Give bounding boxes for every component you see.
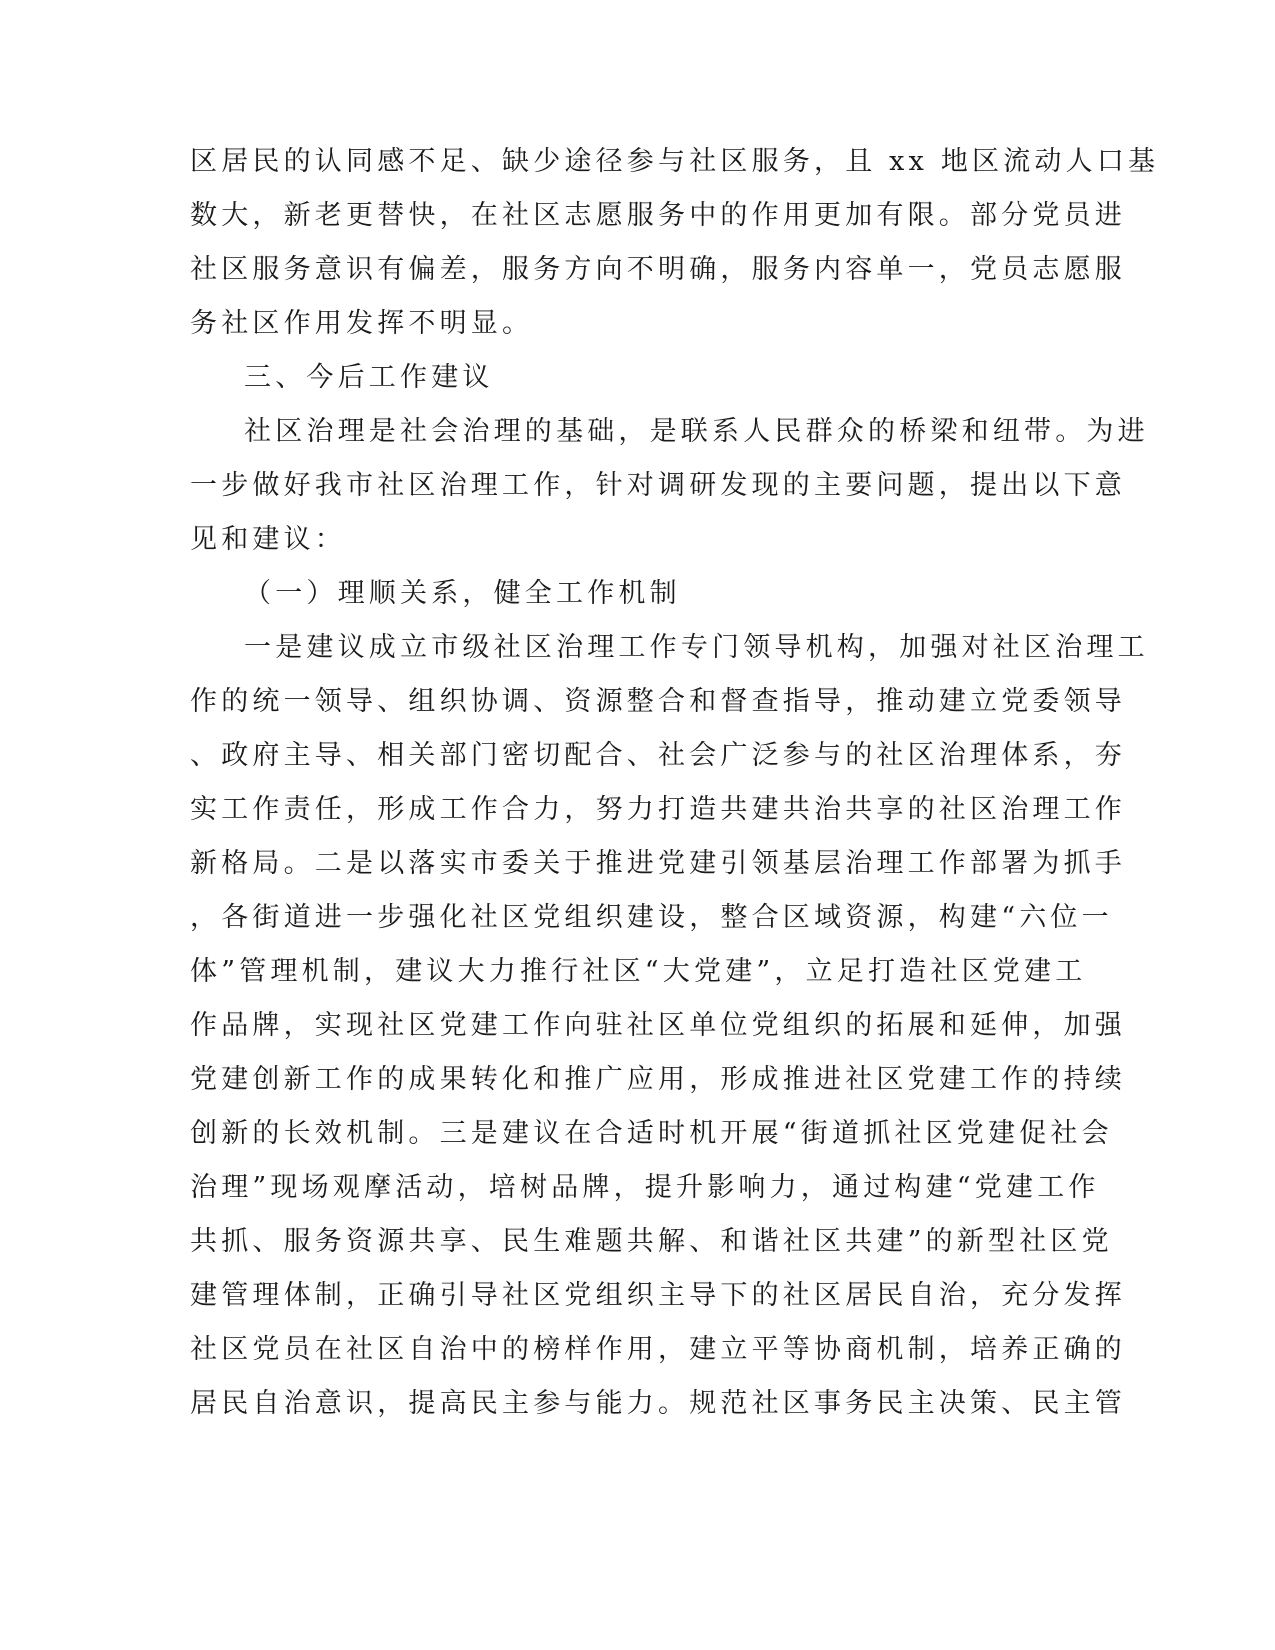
- body-text-line: 一步做好我市社区治理工作，针对调研发现的主要问题，提出以下意: [190, 470, 1126, 501]
- body-text-line: 作品牌，实现社区党建工作向驻社区单位党组织的拓展和延伸，加强: [190, 1010, 1126, 1041]
- body-text-line: 共抓、服务资源共享、民生难题共解、和谐社区共建”的新型社区党: [190, 1226, 1113, 1257]
- body-text-line: 建管理体制，正确引导社区党组织主导下的社区居民自治，充分发挥: [190, 1280, 1126, 1311]
- body-text-line: 体”管理机制，建议大力推行社区“大党建”，立足打造社区党建工: [190, 956, 1087, 987]
- body-text-line: 社区服务意识有偏差，服务方向不明确，服务内容单一，党员志愿服: [190, 254, 1126, 285]
- body-text-line: 社区治理是社会治理的基础，是联系人民群众的桥梁和纽带。为进: [244, 416, 1149, 447]
- body-text-line: 创新的长效机制。三是建议在合适时机开展“街道抓社区党建促社会: [190, 1118, 1113, 1149]
- body-text-line: 实工作责任，形成工作合力，努力打造共建共治共享的社区治理工作: [190, 794, 1126, 825]
- section-heading: 三、今后工作建议: [244, 362, 494, 393]
- body-text-line: ，各街道进一步强化社区党组织建设，整合区域资源，构建“六位一: [190, 902, 1113, 933]
- body-text-line: 数大，新老更替快，在社区志愿服务中的作用更加有限。部分党员进: [190, 200, 1126, 231]
- body-text-line: 务社区作用发挥不明显。: [190, 308, 534, 339]
- body-text-line: 治理”现场观摩活动，培树品牌，提升影响力，通过构建“党建工作: [190, 1172, 1100, 1203]
- body-text-line: 居民自治意识，提高民主参与能力。规范社区事务民主决策、民主管: [190, 1388, 1126, 1419]
- body-text-line: 社区党员在社区自治中的榜样作用，建立平等协商机制，培养正确的: [190, 1334, 1126, 1365]
- body-text-line: 见和建议：: [190, 524, 346, 555]
- body-text-line: 一是建议成立市级社区治理工作专门领导机构，加强对社区治理工: [244, 632, 1149, 663]
- subsection-heading: （一）理顺关系，健全工作机制: [244, 578, 681, 609]
- body-text-line: 区居民的认同感不足、缺少途径参与社区服务，且 xx 地区流动人口基: [190, 146, 1160, 177]
- body-text-line: 作的统一领导、组织协调、资源整合和督查指导，推动建立党委领导: [190, 686, 1126, 717]
- body-text-line: 、政府主导、相关部门密切配合、社会广泛参与的社区治理体系，夯: [190, 740, 1126, 771]
- body-text-line: 党建创新工作的成果转化和推广应用，形成推进社区党建工作的持续: [190, 1064, 1126, 1095]
- body-text-line: 新格局。二是以落实市委关于推进党建引领基层治理工作部署为抓手: [190, 848, 1126, 879]
